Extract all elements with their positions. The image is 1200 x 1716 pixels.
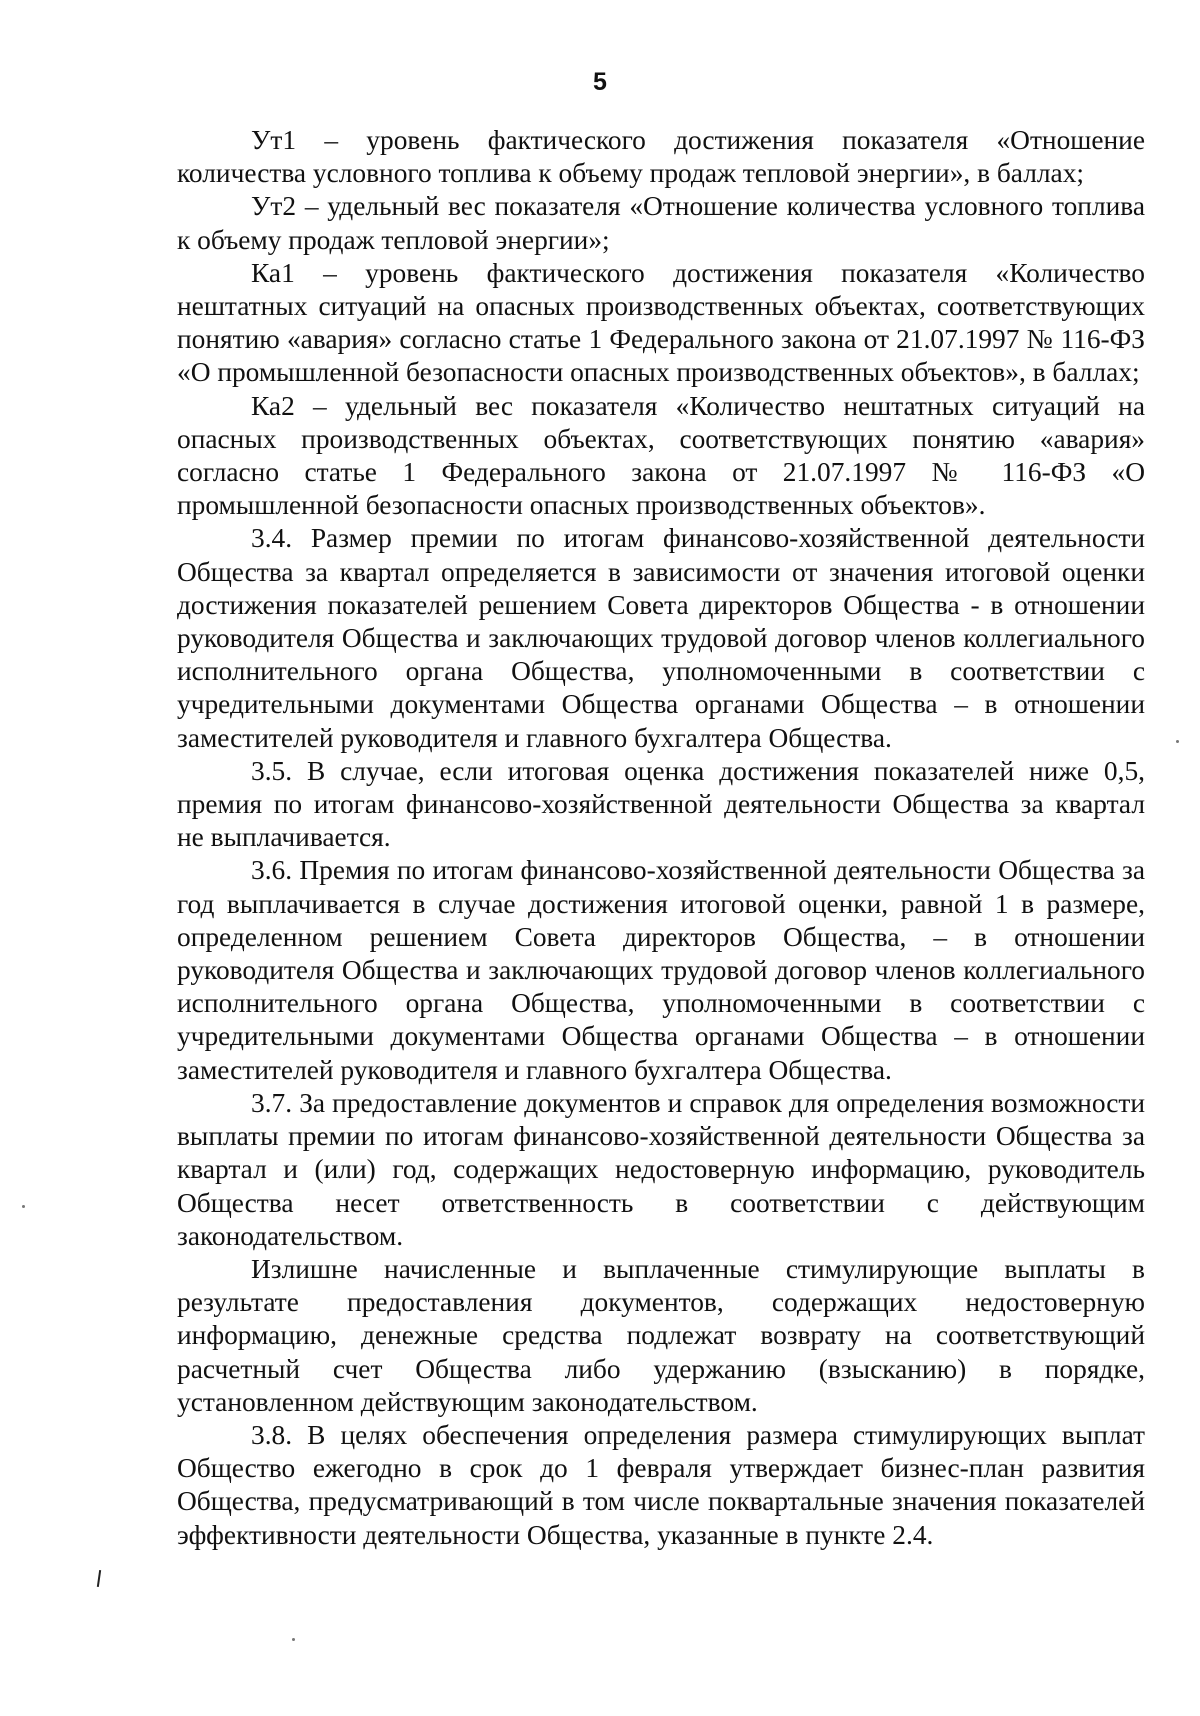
- scan-dot: [22, 1205, 25, 1208]
- document-body: [177, 124, 1145, 1552]
- paragraph-ka1-definition: Ка1 – уровень фактического достижения показателя «Количество нештатных ситуаций на опасных производственных объектах, соответствующих понятию «авария» согласно статье 1 Федерального закона от 21.07.1997 № 116-ФЗ «О промышленной безопасности опасных производственных объектов», в баллах;: [177, 257, 1145, 388]
- paragraph-ka2-definition: Ка2 – удельный вес показателя «Количество нештатных ситуаций на опасных производственных объектах, соответствующих понятию «авария» согласно статье 1 Федерального закона от 21.07.1997 № 116-ФЗ «О промышленной безопасности опасных производственных объектов».: [177, 390, 1145, 521]
- scan-mark: [97, 1570, 101, 1587]
- paragraph-ut2-definition: Ут2 – удельный вес показателя «Отношение количества условного топлива к объему продаж тепловой энергии»;: [177, 191, 1145, 255]
- paragraph-3-5: 3.5. В случае, если итоговая оценка достижения показателей ниже 0,5, премия по итогам финансово-хозяйственной деятельности Общества за квартал не выплачивается.: [177, 755, 1145, 853]
- paragraph-3-7: 3.7. За предоставление документов и справок для определения возможности выплаты премии по итогам финансово-хозяйственной деятельности Общества за квартал и (или) год, содержащих недостоверную информацию, руководитель Общества несет ответственность в соответствии с действующим законодательством.: [177, 1087, 1145, 1251]
- paragraph-3-7-continuation: Излишне начисленные и выплаченные стимулирующие выплаты в результате предоставления документов, содержащих недостоверную информацию, денежные средства подлежат возврату на соответствующий расчетный счет Общества либо удержанию (взысканию) в порядке, установленном действующим законодательством.: [177, 1253, 1145, 1417]
- paragraph-3-8: 3.8. В целях обеспечения определения размера стимулирующих выплат Общество ежегодно в срок до 1 февраля утверждает бизнес-план развития Общества, предусматривающий в том числе поквартальные значения показателей эффективности деятельности Общества, указанные в пункте 2.4.: [177, 1419, 1145, 1550]
- paragraph-ut1-definition: Ут1 – уровень фактического достижения показателя «Отношение количества условного топлива к объему продаж тепловой энергии», в баллах;: [177, 125, 1145, 189]
- page-number: 5: [593, 68, 607, 96]
- paragraph-3-4: 3.4. Размер премии по итогам финансово-хозяйственной деятельности Общества за квартал определяется в зависимости от значения итоговой оценки достижения показателей решением Совета директоров Общества - в отношении руководителя Общества и заключающих трудовой договор членов коллегиального исполнительного органа Общества, уполномоченными в соответствии с учредительными документами Общества органами Общества – в отношении заместителей руководителя и главного бухгалтера Общества.: [177, 523, 1145, 753]
- scan-dot: [1176, 740, 1179, 743]
- scan-dot: [292, 1638, 295, 1641]
- paragraph-3-6: 3.6. Премия по итогам финансово-хозяйственной деятельности Общества за год выплачивается в случае достижения итоговой оценки, равной 1 в размере, определенном решением Совета директоров Общества, – в отношении руководителя Общества и заключающих трудовой договор членов коллегиального исполнительного органа Общества, уполномоченными в соответствии с учредительными документами Общества органами Общества – в отношении заместителей руководителя и главного бухгалтера Общества.: [177, 855, 1145, 1085]
